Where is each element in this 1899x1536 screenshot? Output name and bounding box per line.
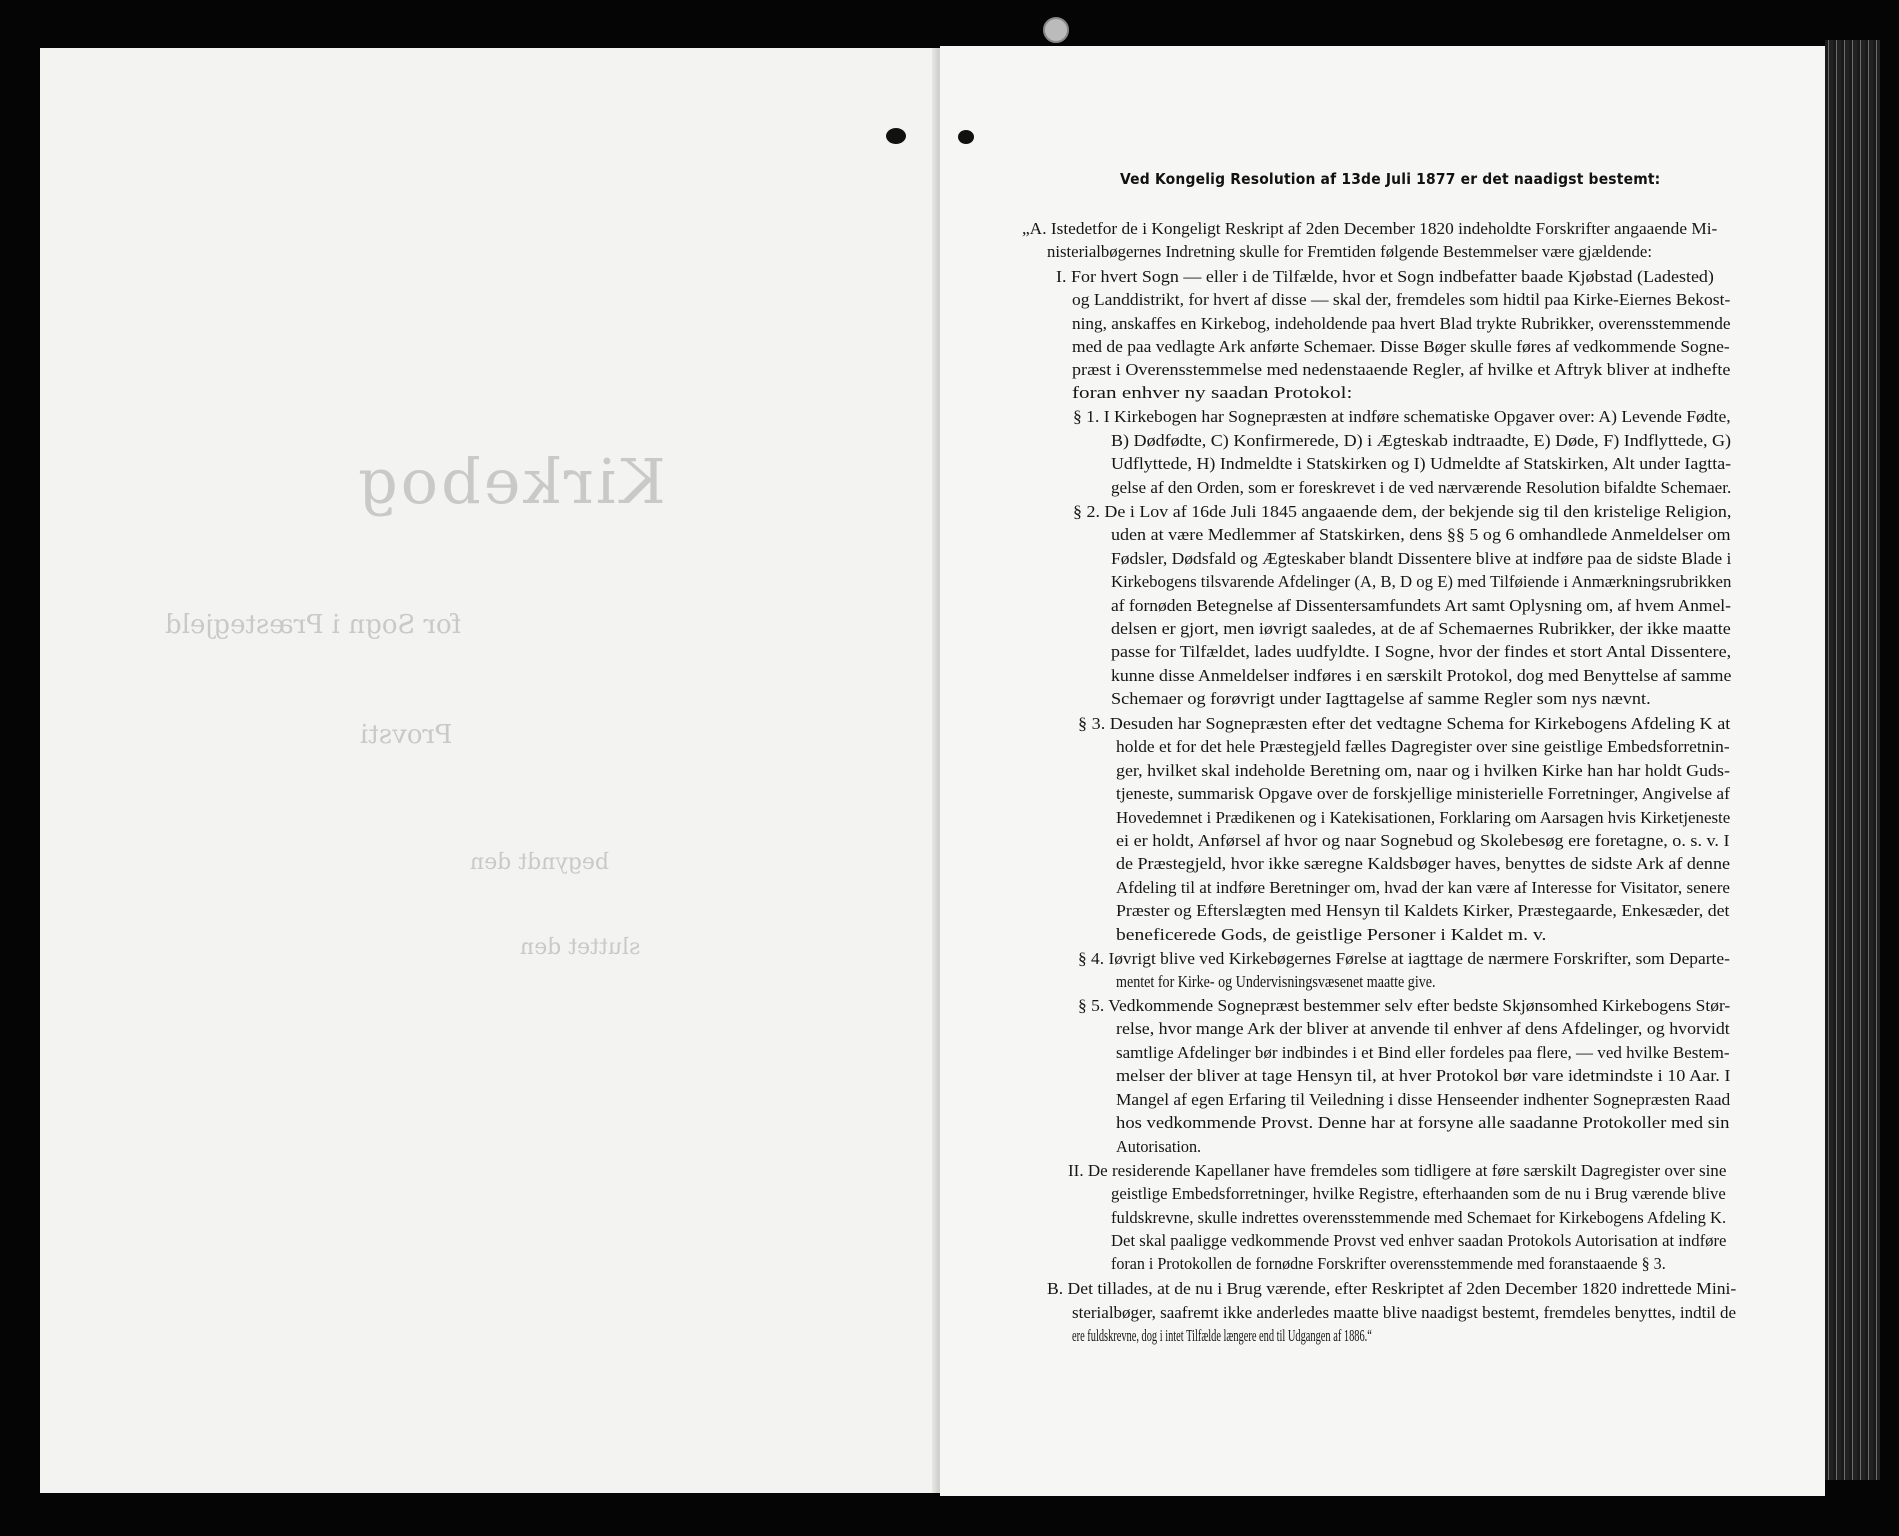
text-line: nisterialbøgernes Indretning skulle for Fremtiden følgende Bestemmelser være gjældende:: [1047, 242, 1652, 261]
text-line: Fødsler, Dødsfald og Ægteskaber blandt Dissentere blive at indføre paa de sidste Blade i: [1111, 549, 1732, 568]
text-line: foran i Protokollen de fornødne Forskrifter overensstemmende med foranstaaende § 3.: [1111, 1254, 1666, 1273]
text-line: B. Det tillades, at de nu i Brug værende, efter Reskriptet af 2den December 1820 indrettede Mini-: [1047, 1279, 1737, 1298]
text-line: kunne disse Anmeldelser indføres i en særskilt Protokol, dog med Benyttelse af samme: [1111, 666, 1732, 685]
text-line: geistlige Embedsforretninger, hvilke Registre, efterhaanden som de nu i Brug værende blive: [1111, 1184, 1726, 1203]
text-line: tjeneste, summarisk Opgave over de forskjellige ministerielle Forretninger, Angivelse af: [1116, 784, 1730, 803]
text-line: I. For hvert Sogn — eller i de Tilfælde, hvor et Sogn indbefatter baade Kjøbstad (Ladested): [1056, 267, 1714, 286]
text-line: uden at være Medlemmer af Statskirken, dens §§ 5 og 6 omhandlede Anmeldelser om: [1111, 525, 1731, 544]
ink-blot: [958, 130, 974, 144]
resolution-heading: Ved Kongelig Resolution af 13de Juli 1877 er det naadigst bestemt:: [1120, 170, 1661, 188]
text-line: melser der bliver at tage Hensyn til, at hver Protokol bør vare idetmindste i 10 Aar. I: [1116, 1066, 1731, 1085]
text-line: samtlige Afdelinger bør indbindes i et Bind eller fordeles paa flere, — ved hvilke Bestem-: [1116, 1043, 1730, 1062]
text-line: med de paa vedlagte Ark anførte Schemaer. Disse Bøger skulle føres af vedkommende Sogne-: [1072, 337, 1730, 356]
text-line: ger, hvilket skal indeholde Beretning om, naar og i hvilken Kirke han har holdt Guds-: [1116, 761, 1730, 780]
text-line: § 3. Desuden har Sognepræsten efter det vedtagne Schema for Kirkebogens Afdeling K at: [1078, 714, 1731, 733]
text-line: II. De residerende Kapellaner have fremdeles som tidligere at føre særskilt Dagregister over sine: [1068, 1161, 1727, 1180]
text-line: Udflyttede, H) Indmeldte i Statskirken og I) Udmeldte af Statskirken, Alt under Iagtta-: [1111, 454, 1732, 473]
text-line: Hovedemnet i Prædikenen og i Katekisationen, Forklaring om Aarsagen hvis Kirketjeneste: [1116, 808, 1731, 827]
page-edges: [1825, 40, 1880, 1480]
text-line: Afdeling til at indføre Beretninger om, hvad der kan være af Interesse for Visitator, senere: [1116, 878, 1730, 897]
text-line: „A. Istedetfor de i Kongeligt Reskript af 2den December 1820 indeholdte Forskrifter angaaende Mi-: [1022, 219, 1718, 238]
text-line: ere fuldskrevne, dog i intet Tilfælde længere end til Udgangen af 1886.“: [1072, 1326, 1372, 1345]
text-line: § 4. Iøvrigt blive ved Kirkebøgernes Førelse at iagttage de nærmere Forskrifter, som Departe-: [1078, 949, 1730, 968]
text-line: Autorisation.: [1116, 1137, 1202, 1156]
text-line: af fornøden Betegnelse af Dissentersamfundets Art samt Oplysning om, af hvem Anmel-: [1111, 596, 1731, 615]
text-line: § 2. De i Lov af 16de Juli 1845 angaaende dem, der bekjende sig til den kristelige Religion,: [1073, 502, 1732, 521]
bleedthrough-line: for Sogn i Præstegjeld: [165, 610, 462, 640]
text-line: delsen er gjort, men iøvrigt saaledes, at de af Schemaernes Rubrikker, der ikke maatte: [1111, 619, 1731, 638]
text-line: § 5. Vedkommende Sognepræst bestemmer selv efter bedste Skjønsomhed Kirkebogens Stør-: [1078, 996, 1731, 1015]
ink-blot: [886, 128, 906, 144]
bleedthrough-title: Kirkebog: [355, 445, 666, 518]
text-line: de Præstegjeld, hvor ikke særegne Kaldsbøger haves, benyttes de sidste Ark af denne: [1116, 854, 1730, 873]
text-line: fuldskrevne, skulle indrettes overensstemmende med Schemaet for Kirkebogens Afdeling K.: [1111, 1208, 1727, 1227]
text-line: hos vedkommende Provst. Denne har at forsyne alle saadanne Protokoller med sin: [1116, 1113, 1730, 1132]
text-line: ei er holdt, Anførsel af hvor og naar Sognebud og Skolebesøg ere foretagne, o. s. v. I: [1116, 831, 1730, 850]
text-line: holde et for det hele Præstegjeld fælles Dagregister over sine geistlige Embedsforretnin-: [1116, 737, 1730, 756]
text-line: mentet for Kirke- og Undervisningsvæsenet maatte give.: [1116, 972, 1436, 991]
bleedthrough-line: begyndt den: [470, 850, 609, 875]
archive-stamp-icon: [1043, 17, 1069, 43]
text-line: ning, anskaffes en Kirkebog, indeholdende paa hvert Blad trykte Rubrikker, overensstemmende: [1072, 314, 1731, 333]
text-line: Det skal paaligge vedkommende Provst ved enhver saadan Protokols Autorisation at indføre: [1111, 1231, 1727, 1250]
text-line: B) Dødfødte, C) Konfirmerede, D) i Ægteskab indtraadte, E) Døde, F) Indflyttede, G): [1111, 431, 1732, 450]
text-line: relse, hvor mange Ark der bliver at anvende til enhver af dens Afdelinger, og hvorvidt: [1116, 1019, 1730, 1038]
text-line: Schemaer og forøvrigt under Iagttagelse af samme Regler som nys nævnt.: [1111, 689, 1651, 708]
text-line: gelse af den Orden, som er foreskrevet i de ved nærværende Resolution bifaldte Schemaer.: [1111, 478, 1732, 497]
text-line: præst i Overensstemmelse med nedenstaaende Regler, af hvilke et Aftryk bliver at indhefte: [1072, 360, 1731, 379]
text-line: passe for Tilfældet, lades uudfyldte. I Sogne, hvor der findes et stort Antal Dissentere,: [1111, 642, 1732, 661]
text-line: Præster og Efterslægten med Hensyn til Kaldets Kirker, Præstegaarde, Enkesæder, det: [1116, 901, 1730, 920]
text-line: beneficerede Gods, de geistlige Personer i Kaldet m. v.: [1116, 925, 1547, 944]
text-line: og Landdistrikt, for hvert af disse — skal der, fremdeles som hidtil paa Kirke-Eiernes Bekost-: [1072, 290, 1731, 309]
bleedthrough-line: Provsti: [360, 720, 453, 750]
text-line: Mangel af egen Erfaring til Veiledning i disse Henseender indhenter Sognepræsten Raad: [1116, 1090, 1731, 1109]
text-line: Kirkebogens tilsvarende Afdelinger (A, B, D og E) med Tilføiende i Anmærkningsrubrikken: [1111, 572, 1732, 591]
text-line: foran enhver ny saadan Protokol:: [1072, 383, 1353, 402]
text-line: sterialbøger, saafremt ikke anderledes maatte blive naadigst bestemt, fremdeles benyttes, indtil de: [1072, 1303, 1737, 1322]
text-line: § 1. I Kirkebogen har Sognepræsten at indføre schematiske Opgaver over: A) Levende Fødte,: [1073, 407, 1731, 426]
left-page: [40, 48, 940, 1493]
bleedthrough-line: sluttet den: [520, 935, 641, 960]
